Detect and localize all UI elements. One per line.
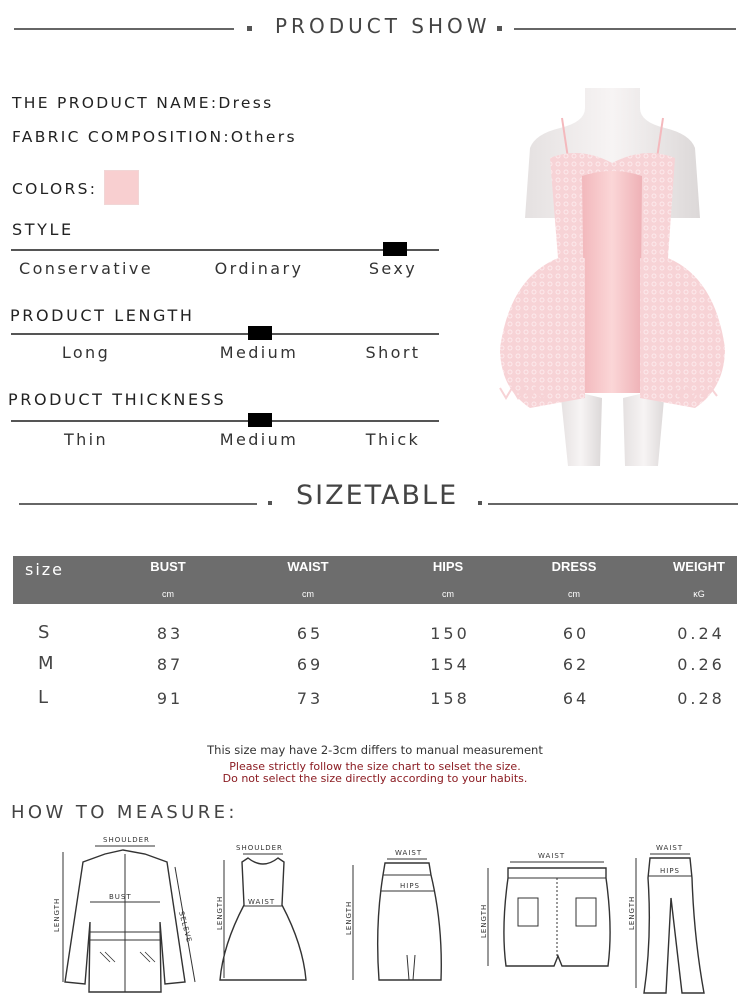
size-cell-2-0: 91 <box>156 689 184 708</box>
color-swatch[interactable] <box>104 170 139 205</box>
header-dot-left <box>247 26 252 31</box>
shorts-measure-diagram <box>478 848 618 973</box>
header-dot-right <box>497 26 502 31</box>
pants-hips-label: HIPS <box>660 867 680 875</box>
scale-1-label-2: Short <box>365 343 421 362</box>
colors-label: COLORS: <box>12 180 98 198</box>
size-column-1: WAIST <box>287 559 329 574</box>
size-cell-1-2: 154 <box>430 655 470 674</box>
product-photo <box>490 88 735 466</box>
size-table-header <box>13 556 737 604</box>
size-cell-0-0: 83 <box>156 624 184 643</box>
size-column-unit-1: cm <box>302 589 314 599</box>
scale-track-2 <box>11 420 439 422</box>
size-column-unit-2: cm <box>442 589 454 599</box>
size-cell-2-1: 73 <box>296 689 324 708</box>
scale-marker-1[interactable] <box>248 326 272 340</box>
scale-0-label-0: Conservative <box>19 259 153 278</box>
dress-waist-label: WAIST <box>248 898 276 906</box>
shorts-length-label: LENGTH <box>480 903 488 938</box>
size-cell-1-4: 0.26 <box>677 655 725 674</box>
pants-measure-diagram <box>622 838 712 998</box>
note-follow-chart: Please strictly follow the size chart to selset the size. <box>229 760 521 773</box>
scale-title-0: STYLE <box>12 220 74 239</box>
size-column-4: WEIGHT <box>673 559 725 574</box>
fabric-composition: FABRIC COMPOSITION:Others <box>12 128 297 146</box>
how-to-measure-title: HOW TO MEASURE: <box>11 802 238 823</box>
sizetable-line-right <box>488 503 738 505</box>
sizetable-title: SIZETABLE <box>296 480 459 511</box>
sizetable-dot-right <box>478 501 482 505</box>
sizetable-line-left <box>19 503 257 505</box>
size-column-label: size <box>25 560 65 579</box>
size-column-unit-0: cm <box>162 589 174 599</box>
jacket-bust-label: BUST <box>109 893 132 901</box>
size-cell-0-4: 0.24 <box>677 624 725 643</box>
scale-1-label-1: Medium <box>219 343 299 362</box>
scale-2-label-1: Medium <box>219 430 299 449</box>
shorts-waist-label: WAIST <box>538 852 566 860</box>
pants-length-label: LENGTH <box>628 895 636 930</box>
jacket-length-label: LENGTH <box>53 897 61 932</box>
scale-0-label-2: Sexy <box>368 259 418 278</box>
size-cell-0-1: 65 <box>296 624 324 643</box>
size-cell-1-3: 62 <box>562 655 590 674</box>
scale-2-label-0: Thin <box>63 430 109 449</box>
size-cell-2-4: 0.28 <box>677 689 725 708</box>
scale-track-1 <box>11 333 439 335</box>
size-cell-1-0: 87 <box>156 655 184 674</box>
size-cell-2-2: 158 <box>430 689 470 708</box>
size-cell-2-3: 64 <box>562 689 590 708</box>
size-column-unit-3: cm <box>568 589 580 599</box>
scale-marker-0[interactable] <box>383 242 407 256</box>
scale-title-1: PRODUCT LENGTH <box>10 306 195 325</box>
dress-shoulder-label: SHOULDER <box>236 844 283 852</box>
note-measurement: This size may have 2-3cm differs to manual measurement <box>207 743 543 757</box>
dress-measure-diagram <box>218 840 308 990</box>
sizetable-dot-left <box>268 501 272 505</box>
page-title: PRODUCT SHOW <box>275 14 491 38</box>
size-row-label-0: S <box>38 622 50 643</box>
size-cell-0-3: 60 <box>562 624 590 643</box>
size-row-label-1: M <box>38 653 54 674</box>
size-row-label-2: L <box>38 687 49 708</box>
size-column-unit-4: κG <box>693 589 705 599</box>
jacket-measure-diagram <box>45 832 205 994</box>
scale-marker-2[interactable] <box>248 413 272 427</box>
size-column-2: HIPS <box>432 559 464 574</box>
size-column-0: BUST <box>150 559 186 574</box>
scale-2-label-2: Thick <box>365 430 421 449</box>
scale-0-label-1: Ordinary <box>214 259 304 278</box>
dress-length-label: LENGTH <box>216 895 224 930</box>
skirt-length-label: LENGTH <box>345 900 353 935</box>
note-habits: Do not select the size directly according to your habits. <box>222 772 528 785</box>
skirt-waist-label: WAIST <box>395 849 423 857</box>
size-cell-1-1: 69 <box>296 655 324 674</box>
product-name: THE PRODUCT NAME:Dress <box>12 94 274 112</box>
scale-title-2: PRODUCT THICKNESS <box>8 390 227 409</box>
header-line-left <box>14 28 234 30</box>
jacket-shoulder-label: SHOULDER <box>103 836 150 844</box>
skirt-hips-label: HIPS <box>400 882 420 890</box>
header-line-right <box>514 28 736 30</box>
size-column-3: DRESS <box>551 559 597 574</box>
scale-track-0 <box>11 249 439 251</box>
pants-waist-label: WAIST <box>656 844 684 852</box>
scale-1-label-0: Long <box>61 343 111 362</box>
skirt-measure-diagram <box>345 845 445 990</box>
jacket-sleeve-label: SELEVE <box>177 910 194 944</box>
size-cell-0-2: 150 <box>430 624 470 643</box>
